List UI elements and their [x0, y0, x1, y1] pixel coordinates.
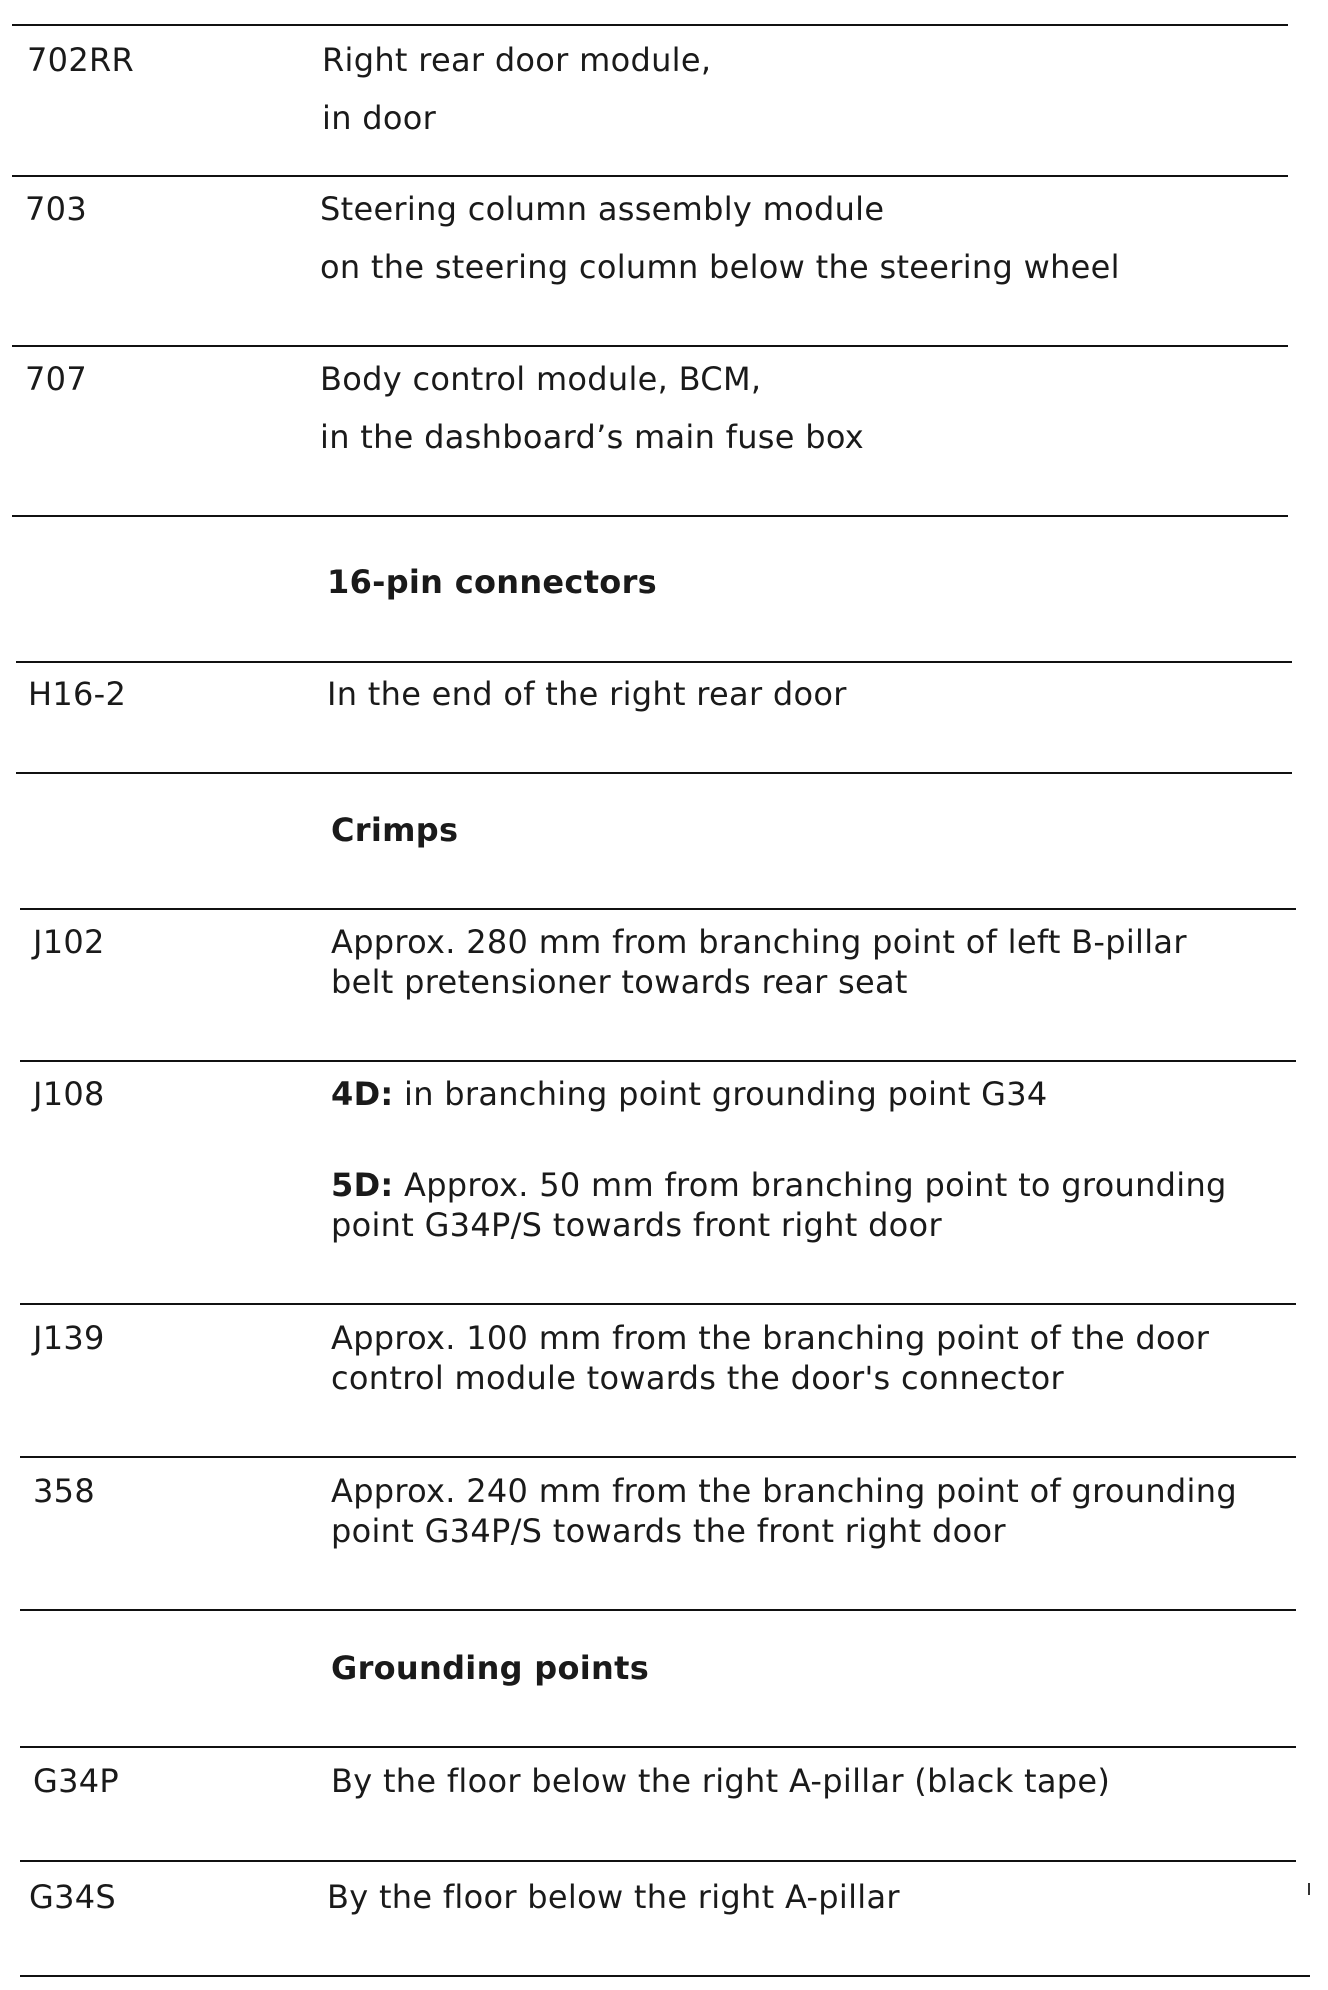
- row-description: By the floor below the right A-pillar (black tape): [331, 1762, 1111, 1800]
- table-rule: [20, 908, 1296, 910]
- table-rule: [12, 175, 1288, 177]
- row-description: [322, 31, 711, 147]
- row-code: 358: [33, 1472, 95, 1510]
- description-line: control module towards the door's connector: [331, 1359, 1064, 1397]
- variant-label: 5D:: [331, 1166, 394, 1204]
- row-description: [331, 1072, 1048, 1116]
- section-heading: Grounding points: [331, 1649, 650, 1687]
- variant-text: Approx. 50 mm from branching point to grounding: [393, 1166, 1227, 1204]
- description-line: Steering column assembly module: [320, 190, 885, 228]
- table-rule: [12, 345, 1288, 347]
- description-line: Approx. 280 mm from branching point of left B-pillar: [331, 923, 1187, 961]
- section-heading: Crimps: [331, 811, 459, 849]
- table-rule: [20, 1060, 1296, 1062]
- description-line: point G34P/S towards front right door: [331, 1206, 942, 1244]
- row-description: [331, 922, 1187, 1002]
- table-rule: [20, 1860, 1296, 1862]
- row-code: 702RR: [27, 41, 135, 79]
- variant-text: in branching point grounding point G34: [393, 1075, 1048, 1113]
- row-description: In the end of the right rear door: [327, 675, 847, 713]
- row-code: 703: [25, 190, 87, 228]
- scan-mark: [1308, 1883, 1310, 1895]
- row-code: H16-2: [28, 675, 127, 713]
- table-rule: [20, 1746, 1296, 1748]
- row-code: J102: [33, 923, 105, 961]
- description-line: Right rear door module,: [322, 41, 712, 79]
- row-code: J108: [33, 1075, 105, 1113]
- table-rule: [20, 1456, 1296, 1458]
- description-line: in the dashboard’s main fuse box: [320, 418, 864, 456]
- row-code: J139: [33, 1319, 105, 1357]
- variant-label: 4D:: [331, 1075, 394, 1113]
- row-description: [331, 1165, 1227, 1245]
- table-rule: [12, 515, 1288, 517]
- table-rule: [20, 1303, 1296, 1305]
- description-line: on the steering column below the steering wheel: [320, 248, 1120, 286]
- description-line: Approx. 100 mm from the branching point of the door: [331, 1319, 1210, 1357]
- section-heading: 16-pin connectors: [327, 563, 658, 601]
- table-rule: [12, 24, 1288, 26]
- description-line: Body control module, BCM,: [320, 360, 762, 398]
- description-line: Approx. 240 mm from the branching point of grounding: [331, 1472, 1237, 1510]
- table-rule: [20, 1609, 1296, 1611]
- row-description: [331, 1318, 1209, 1398]
- row-code: G34P: [33, 1762, 120, 1800]
- description-line: belt pretensioner towards rear seat: [331, 963, 908, 1001]
- table-rule: [16, 772, 1292, 774]
- table-rule: [20, 1975, 1310, 1977]
- row-description: By the floor below the right A-pillar: [327, 1878, 900, 1916]
- description-line: in door: [322, 99, 437, 137]
- row-description: [320, 180, 1120, 296]
- row-code: 707: [25, 360, 87, 398]
- description-line: [331, 1165, 1227, 1205]
- row-code: G34S: [29, 1878, 117, 1916]
- row-description: [331, 1471, 1237, 1551]
- table-rule: [16, 661, 1292, 663]
- description-line: point G34P/S towards the front right door: [331, 1512, 1006, 1550]
- row-description: [320, 350, 864, 466]
